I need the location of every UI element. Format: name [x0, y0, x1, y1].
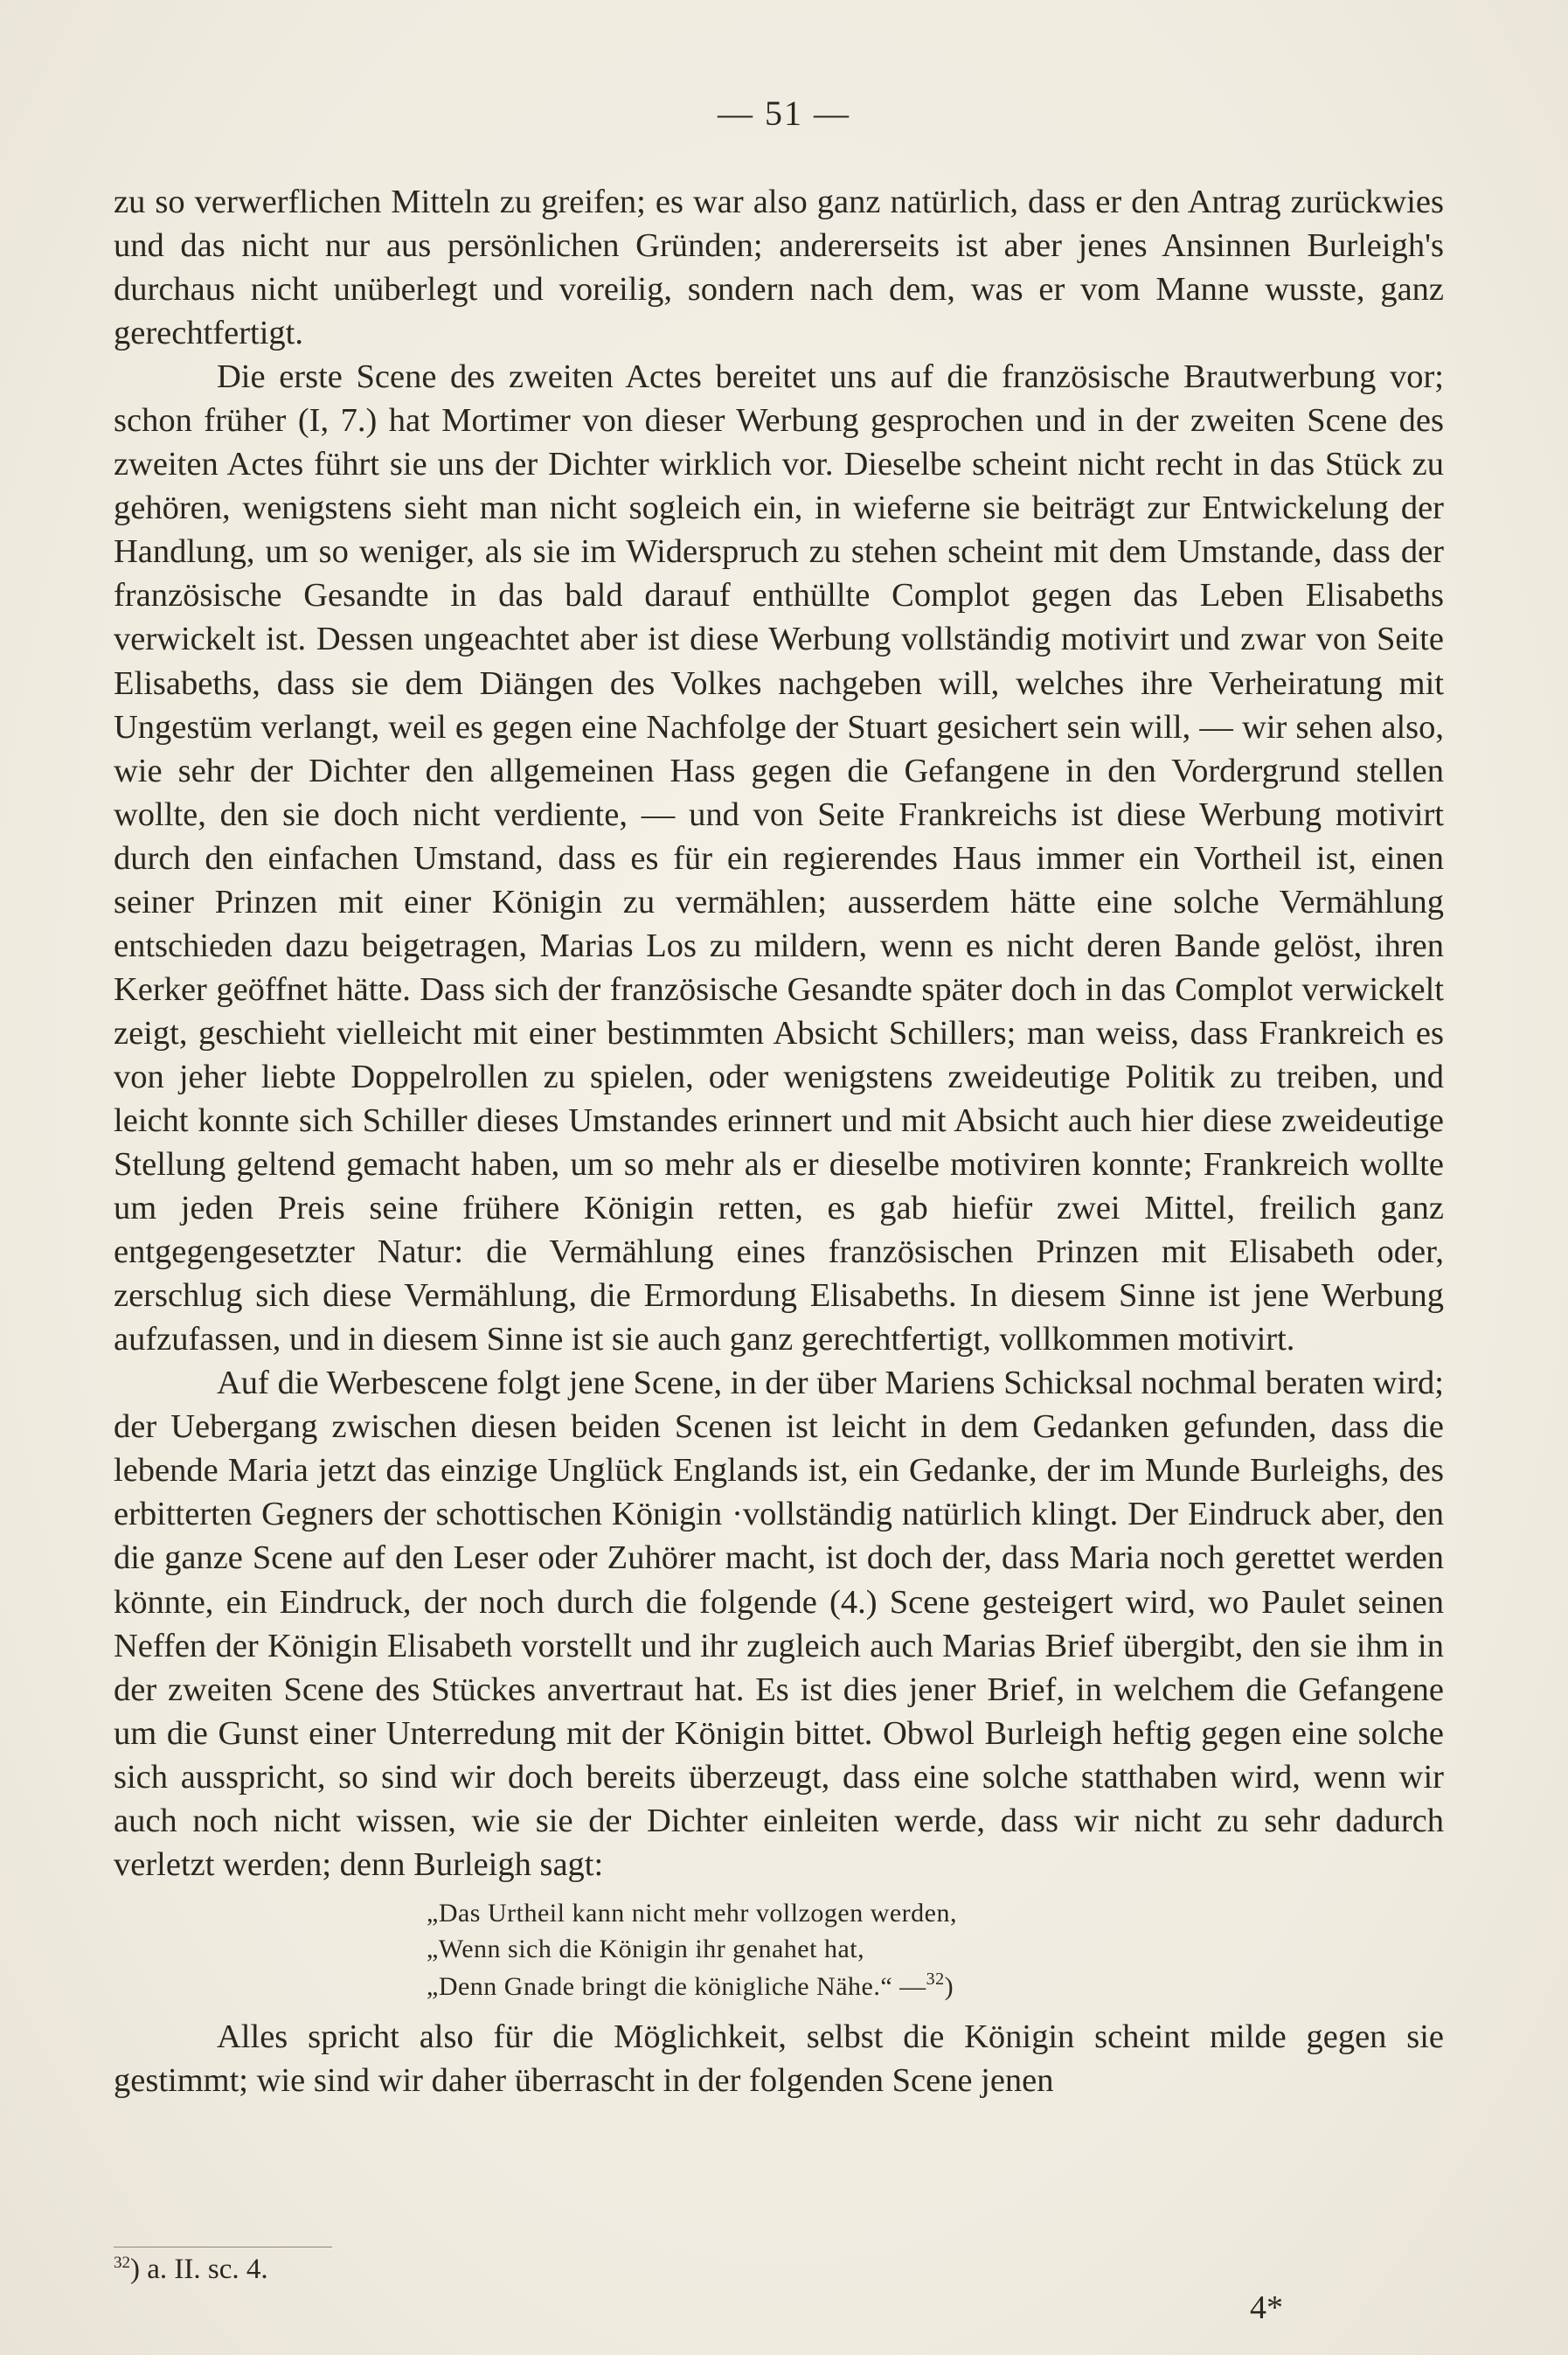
paragraph-last: Alles spricht also für die Möglichkeit, selbst die Königin scheint milde gegen sie gestimmt; wie sind wir daher überrascht in der folgenden Scene jenen [114, 2018, 1444, 2100]
quote-line-2: „Wenn sich die Königin ihr genahet hat, [427, 1935, 865, 1964]
footnote-text: ) a. II. sc. 4. [130, 2254, 268, 2285]
quote-line-1: „Das Urtheil kann nicht mehr vollzogen werden, [427, 1898, 957, 1928]
body-text [114, 180, 1444, 2102]
quote-line-3-text: „Denn Gnade bringt die königliche Nähe.“ — [427, 1971, 926, 2001]
paragraph-werbescene: Auf die Werbescene folgt jene Scene, in der über Mariens Schicksal nochmal beraten wird; der Uebergang zwischen diesen beiden Scenen ist leicht in dem Gedanken gefunden, dass die lebende Maria jetzt das einzige Unglück Englands ist, ein Gedanke, der im Munde Burleighs, des erbitterten Gegners der schottischen Königin ·vollständig natürlich klingt. Der Eindruck aber, den die ganze Scene auf den Leser oder Zuhörer macht, ist doch der, dass Maria noch gerettet werden könnte, ein Eindruck, der noch durch die folgende (4.) Scene gesteigert wird, wo Paulet seinen Neffen der Königin Elisabeth vorstellt und ihr zugleich auch Marias Brief übergibt, den sie ihm in der zweiten Scene des Stückes anvertraut hat. Es ist dies jener Brief, in welchem die Gefangene um die Gunst einer Unterredung mit der Königin bittet. Obwol Burleigh heftig gegen eine solche sich ausspricht, so sind wir doch bereits überzeugt, dass eine solche statthaben wird, wenn wir auch noch nicht wissen, wie sie der Dichter einleiten werde, dass wir nicht zu sehr dadurch verletzt werden; denn Burleigh sagt: [114, 1365, 1444, 1883]
verse-quote [427, 1895, 1444, 2004]
paragraph-brautwerbung: Die erste Scene des zweiten Actes bereitet uns auf die französische Brautwerbung vor; schon früher (I, 7.) hat Mortimer von dieser Werbung gesprochen und in der zweiten Scene des zweiten Actes führt sie uns der Dichter wirklich vor. Dieselbe scheint nicht recht in das Stück zu gehören, wenigstens sieht man nicht sogleich ein, in wieferne sie beiträgt zur Entwickelung der Handlung, um so weniger, als sie im Widerspruch zu stehen scheint mit dem Umstande, dass der französische Gesandte in das bald darauf enthüllte Complot gegen das Leben Elisabeths verwickelt ist. Dessen ungeachtet aber ist diese Werbung vollständig motivirt und zwar von Seite Elisabeths, dass sie dem Diängen des Volkes nachgeben will, welches ihre Verheiratung mit Ungestüm verlangt, weil es gegen eine Nachfolge der Stuart gesichert sein will, — wir sehen also, wie sehr der Dichter den allgemeinen Hass gegen die Gefangene in den Vordergrund stellen wollte, den sie doch nicht verdiente, — und von Seite Frankreichs ist diese Werbung motivirt durch den einfachen Umstand, dass es für ein regierendes Haus immer ein Vortheil ist, einen seiner Prinzen mit einer Königin zu vermählen; ausserdem hätte eine solche Vermählung entschieden dazu beigetragen, Marias Los zu mildern, wenn es nicht deren Bande gelöst, ihren Kerker geöffnet hätte. Dass sich der französische Gesandte später doch in das Complot verwickelt zeigt, geschieht vielleicht mit einer bestimmten Absicht Schillers; man weiss, dass Frankreich es von jeher liebte Doppelrollen zu spielen, oder wenigstens zweideutige Politik zu treiben, und leicht konnte sich Schiller dieses Umstandes erinnert und mit Absicht auch hier diese zweideutige Stellung geltend gemacht haben, um so mehr als er dieselbe motiviren konnte; Frankreich wollte um jeden Preis seine frühere Königin retten, es gab hiefür zwei Mittel, freilich ganz entgegengesetzter Natur: die Vermählung eines französischen Prinzen mit Elisabeth oder, zerschlug sich diese Vermählung, die Ermordung Elisabeths. In diesem Sinne ist jene Werbung aufzufassen, und in diesem Sinne ist sie auch ganz gerechtfertigt, vollkommen motivirt. [114, 358, 1444, 1358]
page-number: — 51 — [718, 94, 850, 133]
quote-closing: ) [944, 1971, 954, 2001]
footnote-number: 32 [114, 2254, 130, 2272]
quote-line-3 [427, 1968, 1444, 2004]
footnote [114, 2254, 268, 2286]
footnote-reference: 32 [926, 1969, 945, 1989]
paragraph-continuation: zu so verwerflichen Mitteln zu greifen; es war also ganz natürlich, dass er den Antrag zurückwies und das nicht nur aus persönlichen Gründen; andererseits ist aber jenes Ansinnen Burleigh's durchaus nicht unüberlegt und voreilig, sondern nach dem, was er vom Manne wusste, ganz gerechtfertigt. [114, 184, 1444, 352]
signature-mark: 4* [1250, 2289, 1283, 2326]
